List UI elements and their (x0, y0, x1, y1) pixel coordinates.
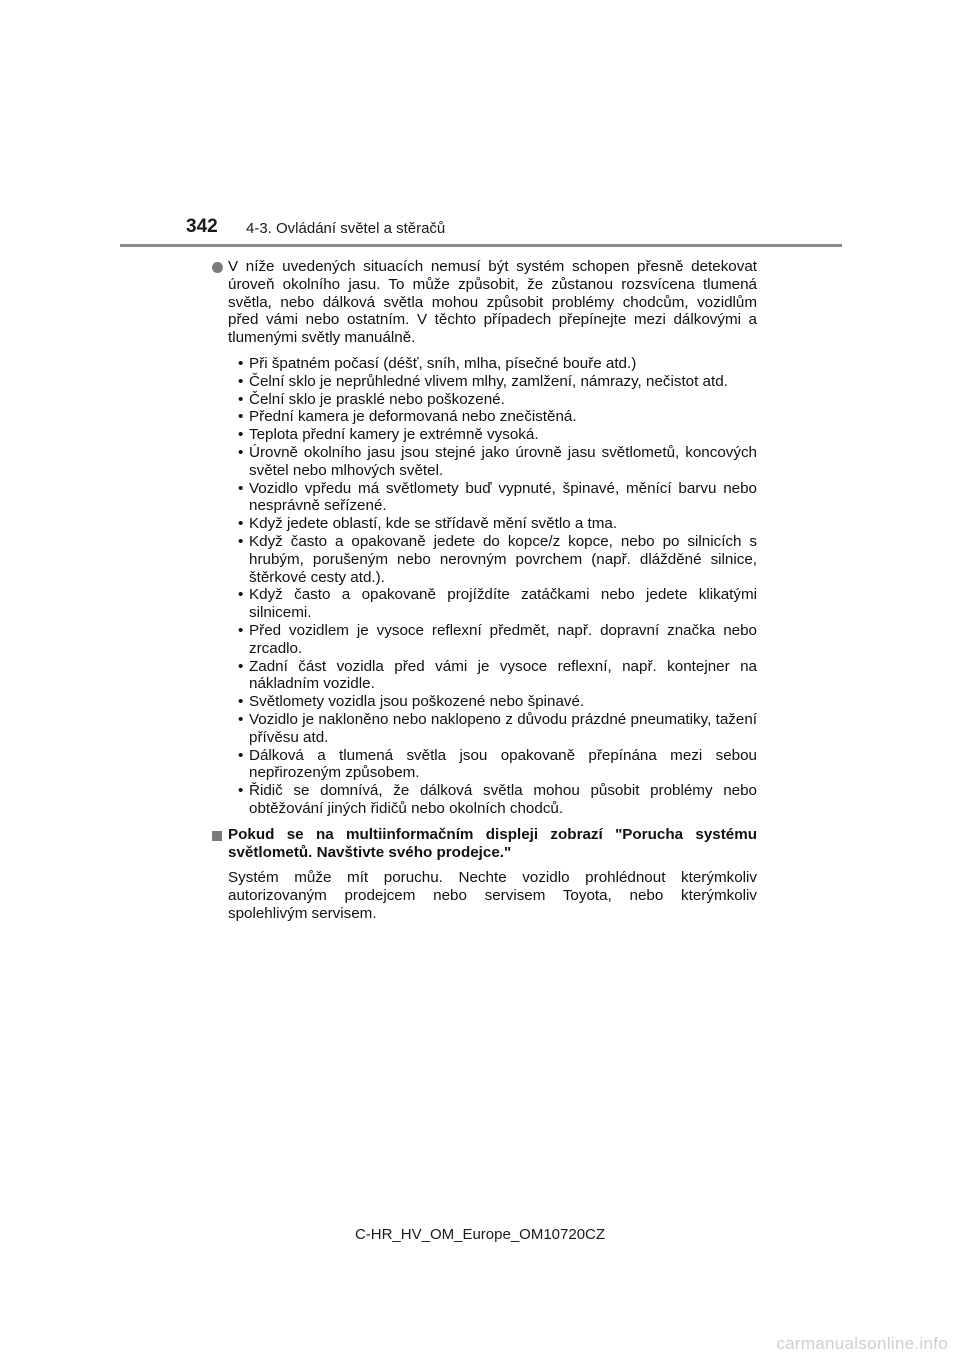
bullet-icon: • (238, 586, 244, 604)
square-bullet-icon (212, 827, 226, 845)
bullet-icon: • (238, 372, 244, 390)
page-number: 342 (186, 216, 218, 237)
note-heading: Pokud se na multiinformačním displeji zobrazí "Porucha systému světlometů. Navštivte svého prodejce." (228, 825, 757, 861)
bullet-icon: • (238, 532, 244, 550)
intro-text: V níže uvedených situacích nemusí být systém schopen přesně detekovat úroveň okolního jasu. To může způsobit, že zůstanou rozsvícena tlumená světla, nebo dálková světla mohou způsobit problémy chodcům, vozidlům před vámi nebo ostatním. V těchto případech přepínejte mezi dálkovými a tlumenými světly manuálně. (228, 258, 757, 347)
bullet-icon: • (238, 390, 244, 408)
main-content (212, 258, 757, 923)
list-item (238, 480, 757, 516)
list-item (238, 533, 757, 586)
watermark: carmanualsonline.info (776, 1334, 948, 1353)
bullet-icon: • (238, 746, 244, 764)
note-section (212, 826, 757, 862)
list-item-text: Teplota přední kamery je extrémně vysoká. (249, 426, 539, 444)
list-item (238, 515, 757, 533)
list-item (238, 782, 757, 818)
bullet-icon: • (238, 443, 244, 461)
list-item-text: Vozidlo je nakloněno nebo naklopeno z důvodu prázdné pneumatiky, tažení přívěsu atd. (249, 710, 757, 746)
circle-bullet-icon (212, 259, 226, 277)
bullet-icon: • (238, 782, 244, 800)
list-item-text: Před vozidlem je vysoce reflexní předmět, např. dopravní značka nebo zrcadlo. (249, 621, 757, 657)
bullet-icon: • (238, 354, 244, 372)
condition-list (212, 355, 757, 818)
list-item-text: Přední kamera je deformovaná nebo znečistěná. (249, 408, 577, 426)
bullet-icon: • (238, 657, 244, 675)
header-divider (120, 244, 842, 247)
list-item-text: Když často a opakovaně jedete do kopce/z kopce, nebo po silnicích s hrubým, porušeným nebo nerovným povrchem (např. dlážděné silnice, štěrkové cesty atd.). (249, 532, 757, 586)
intro-paragraph (212, 258, 757, 347)
bullet-icon: • (238, 479, 244, 497)
list-item (238, 391, 757, 409)
bullet-icon: • (238, 515, 244, 533)
section-title: 4-3. Ovládání světel a stěračů (246, 220, 446, 237)
list-item-text: Při špatném počasí (déšť, sníh, mlha, písečné bouře atd.) (249, 354, 637, 372)
list-item (238, 426, 757, 444)
list-item (238, 747, 757, 783)
list-item-text: Čelní sklo je prasklé nebo poškozené. (249, 390, 505, 408)
bullet-icon: • (238, 693, 244, 711)
bullet-icon: • (238, 408, 244, 426)
list-item-text: Světlomety vozidla jsou poškozené nebo špinavé. (249, 693, 585, 711)
list-item-text: Vozidlo vpředu má světlomety buď vypnuté, špinavé, měnící barvu nebo nesprávně seřízené. (249, 479, 757, 515)
list-item (238, 355, 757, 373)
list-item-text: Úrovně okolního jasu jsou stejné jako úrovně jasu světlometů, koncových světel nebo mlhových světel. (249, 443, 757, 479)
note-body-text: Systém může mít poruchu. Nechte vozidlo prohlédnout kterýmkoliv autorizovaným prodejcem nebo servisem Toyota, nebo kterýmkoliv spolehlivým servisem. (228, 869, 757, 922)
bullet-icon: • (238, 710, 244, 728)
list-item (238, 373, 757, 391)
bullet-icon: • (238, 426, 244, 444)
list-item-text: Dálková a tlumená světla jsou opakovaně přepínána mezi sebou nepřirozeným způsobem. (249, 746, 757, 782)
list-item (238, 711, 757, 747)
list-item (238, 408, 757, 426)
list-item-text: Když jedete oblastí, kde se střídavě mění světlo a tma. (249, 515, 618, 533)
list-item-text: Řidič se domnívá, že dálková světla mohou působit problémy nebo obtěžování jiných řidičů nebo okolních chodců. (249, 782, 757, 817)
list-item (238, 622, 757, 658)
list-item (238, 586, 757, 622)
list-item (238, 693, 757, 711)
bullet-icon: • (238, 621, 244, 639)
list-item (238, 444, 757, 480)
note-body (212, 869, 757, 922)
list-item (238, 658, 757, 694)
document-code: C-HR_HV_OM_Europe_OM10720CZ (354, 1226, 606, 1243)
list-item-text: Čelní sklo je neprůhledné vlivem mlhy, zamlžení, námrazy, nečistot atd. (249, 372, 728, 390)
list-item-text: Zadní část vozidla před vámi je vysoce reflexní, např. kontejner na nákladním vozidle. (249, 657, 757, 693)
list-item-text: Když často a opakovaně projíždíte zatáčkami nebo jedete klikatými silnicemi. (249, 586, 757, 622)
